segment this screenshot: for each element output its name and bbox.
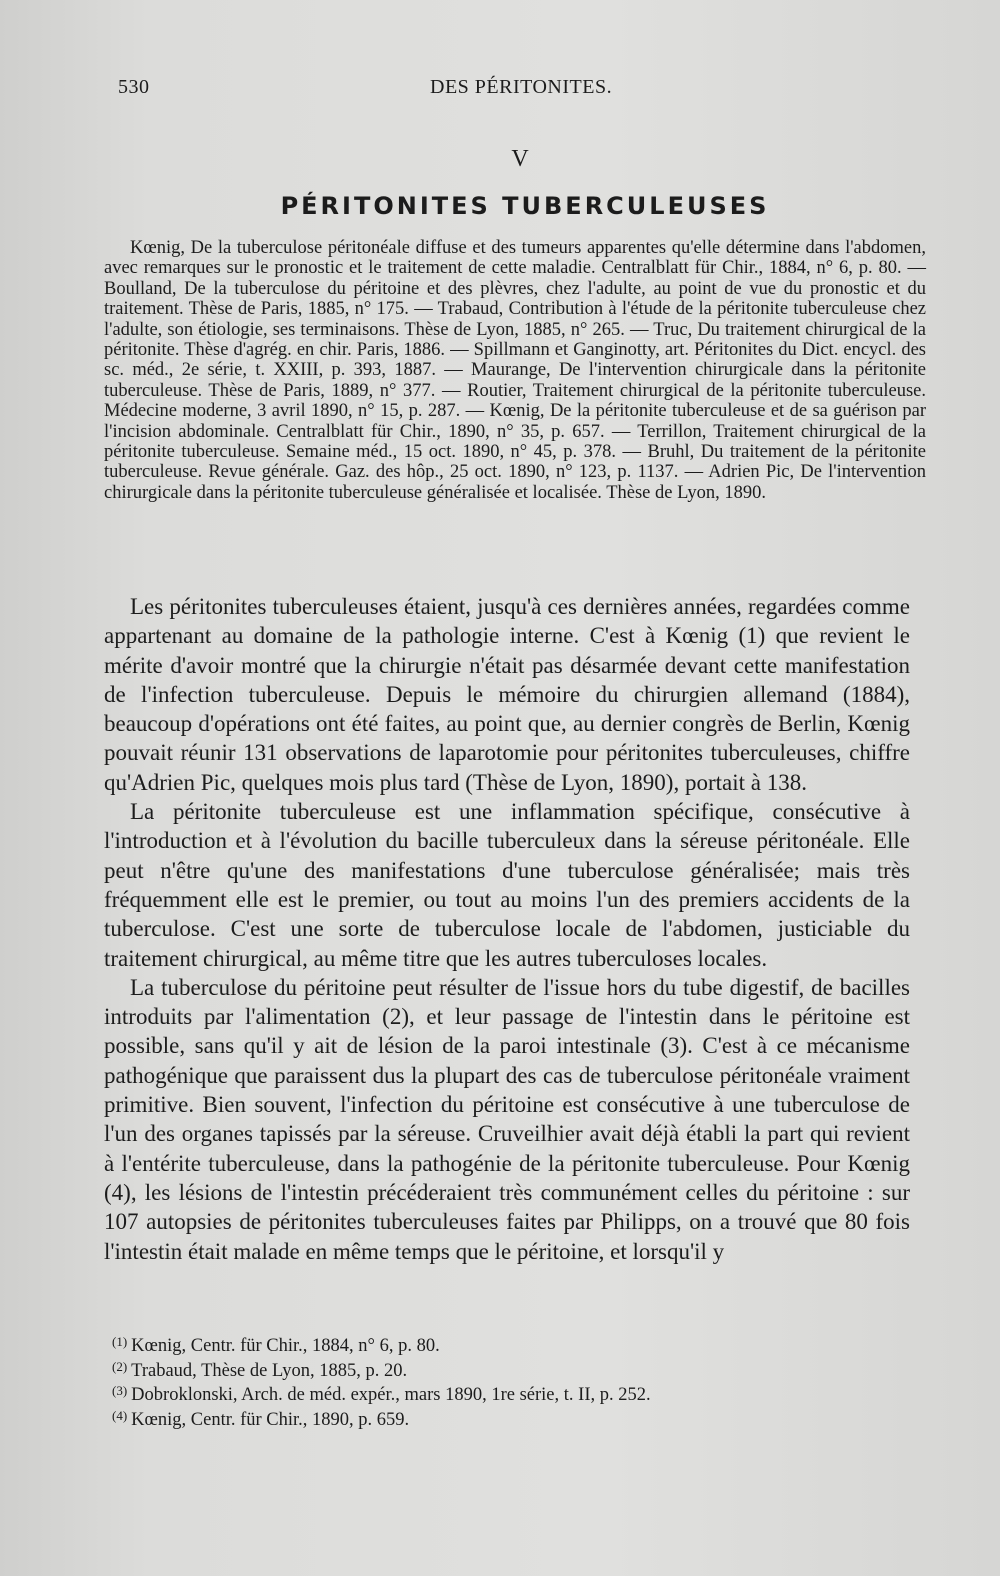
- footnotes: [112, 1332, 812, 1430]
- footnote-text: Kœnig, Centr. für Chir., 1884, n° 6, p. 80.: [131, 1336, 440, 1356]
- page-number: 530: [118, 76, 150, 98]
- page-header: [118, 76, 908, 106]
- paragraph: Les péritonites tuberculeuses étaient, jusqu'à ces dernières années, regardées comme appartenant au domaine de la pathologie interne. C'est à Kœnig (1) que revient le mérite d'avoir montré que la chirurgie n'était pas désarmée devant cette manifestation de l'infection tuberculeuse. Depuis le mémoire du chirurgien allemand (1884), beaucoup d'opérations ont été faites, au point que, au dernier congrès de Berlin, Kœnig pouvait réunir 131 observations de laparotomie pour péritonites tuberculeuses, chiffre qu'Adrien Pic, quelques mois plus tard (Thèse de Lyon, 1890), portait à 138.: [104, 594, 910, 795]
- footnote-text: Trabaud, Thèse de Lyon, 1885, p. 20.: [131, 1360, 408, 1381]
- bibliography-text: Kœnig, De la tuberculose péritonéale diffuse et des tumeurs apparentes qu'elle détermine dans l'abdomen, avec remarques sur le pronostic et le traitement de cette maladie. Centralblatt für Chir., 1884, n° 6, p. 80. — Boulland, De la tuberculose du péritoine et des plèvres, chez l'adulte, au point de vue du pronostic et du traitement. Thèse de Paris, 1885, n° 175. — Trabaud, Contribution à l'étude de la péritonite tuberculeuse chez l'adulte, son étiologie, ses terminaisons. Thèse de Lyon, 1885, n° 265. — Truc, Du traitement chirurgical de la péritonite. Thèse d'agrég. en chir. Paris, 1886. — Spillmann et Ganginotty, art. Péritonites du Dict. encycl. des sc. méd., 2e série, t. XXIII, p. 393, 1887. — Maurange, De l'intervention chirurgicale dans la péritonite tuberculeuse. Thèse de Paris, 1889, n° 377. — Routier, Traitement chirurgical de la péritonite tuberculeuse. Médecine moderne, 3 avril 1890, n° 15, p. 287. — Kœnig, De la péritonite tuberculeuse et de sa guérison par l'incision abdominale. Centralblatt für Chir., 1890, n° 35, p. 657. — Terrillon, Traitement chirurgical de la péritonite tuberculeuse. Semaine méd., 15 oct. 1890, n° 45, p. 378. — Bruhl, Du traitement de la péritonite tuberculeuse. Revue générale. Gaz. des hôp., 25 oct. 1890, n° 123, p. 1137. — Adrien Pic, De l'intervention chirurgicale dans la péritonite tuberculeuse généralisée et localisée. Thèse de Lyon, 1890.: [104, 238, 926, 503]
- footnote: [112, 1357, 812, 1382]
- main-text: [104, 592, 910, 1266]
- footnote: [112, 1406, 812, 1431]
- section-number: V: [511, 146, 529, 172]
- footnote-text: Kœnig, Centr. für Chir., 1890, p. 659.: [131, 1409, 410, 1430]
- footnote-number: (4): [112, 1407, 128, 1423]
- paragraph: La péritonite tuberculeuse est une inflammation spécifique, consécutive à l'introduction et à l'évolution du bacille tuberculeux dans la séreuse péritonéale. Elle peut n'être qu'une des manifestations d'une tuberculose généralisée; mais très fréquemment elle est le premier, ou tout au moins l'un des premiers accidents de la tuberculose. C'est une sorte de tuberculose locale de l'abdomen, justiciable du traitement chirurgical, au même titre que les autres tuberculoses locales.: [104, 799, 910, 971]
- footnote: [112, 1332, 812, 1357]
- bibliography-block: [104, 238, 926, 503]
- footnote-number: (1): [112, 1334, 128, 1349]
- footnote-text: Dobroklonski, Arch. de méd. expér., mars 1890, 1re série, t. II, p. 252.: [131, 1385, 651, 1405]
- paragraph: La tuberculose du péritoine peut résulter de l'issue hors du tube digestif, de bacilles introduits par l'alimentation (2), et leur passage de l'intestin dans le péritoine est possible, sans qu'il y ait de lésion de la paroi intestinale (3). C'est à ce mécanisme pathogénique que paraissent dus la plupart des cas de tuberculose péritonéale vraiment primitive. Bien souvent, l'infection du péritoine est consécutive à une tuberculose de l'un des organes tapissés par la séreuse. Cruveilhier avait déjà établi la part qui revient à l'entérite tuberculeuse, dans la pathogénie de la péritonite tuberculeuse. Pour Kœnig (4), les lésions de l'intestin précéderaient très communément celles du péritoine : sur 107 autopsies de péritonites tuberculeuses faites par Philipps, on a trouvé que 80 fois l'intestin était malade en même temps que le péritoine, et lorsqu'il y: [104, 974, 910, 1264]
- running-head: DES PÉRITONITES.: [430, 76, 613, 98]
- footnote-number: (2): [112, 1358, 128, 1374]
- section-title: PÉRITONITES TUBERCULEUSES: [280, 192, 770, 220]
- footnote: [112, 1381, 812, 1406]
- footnote-number: (3): [112, 1383, 128, 1398]
